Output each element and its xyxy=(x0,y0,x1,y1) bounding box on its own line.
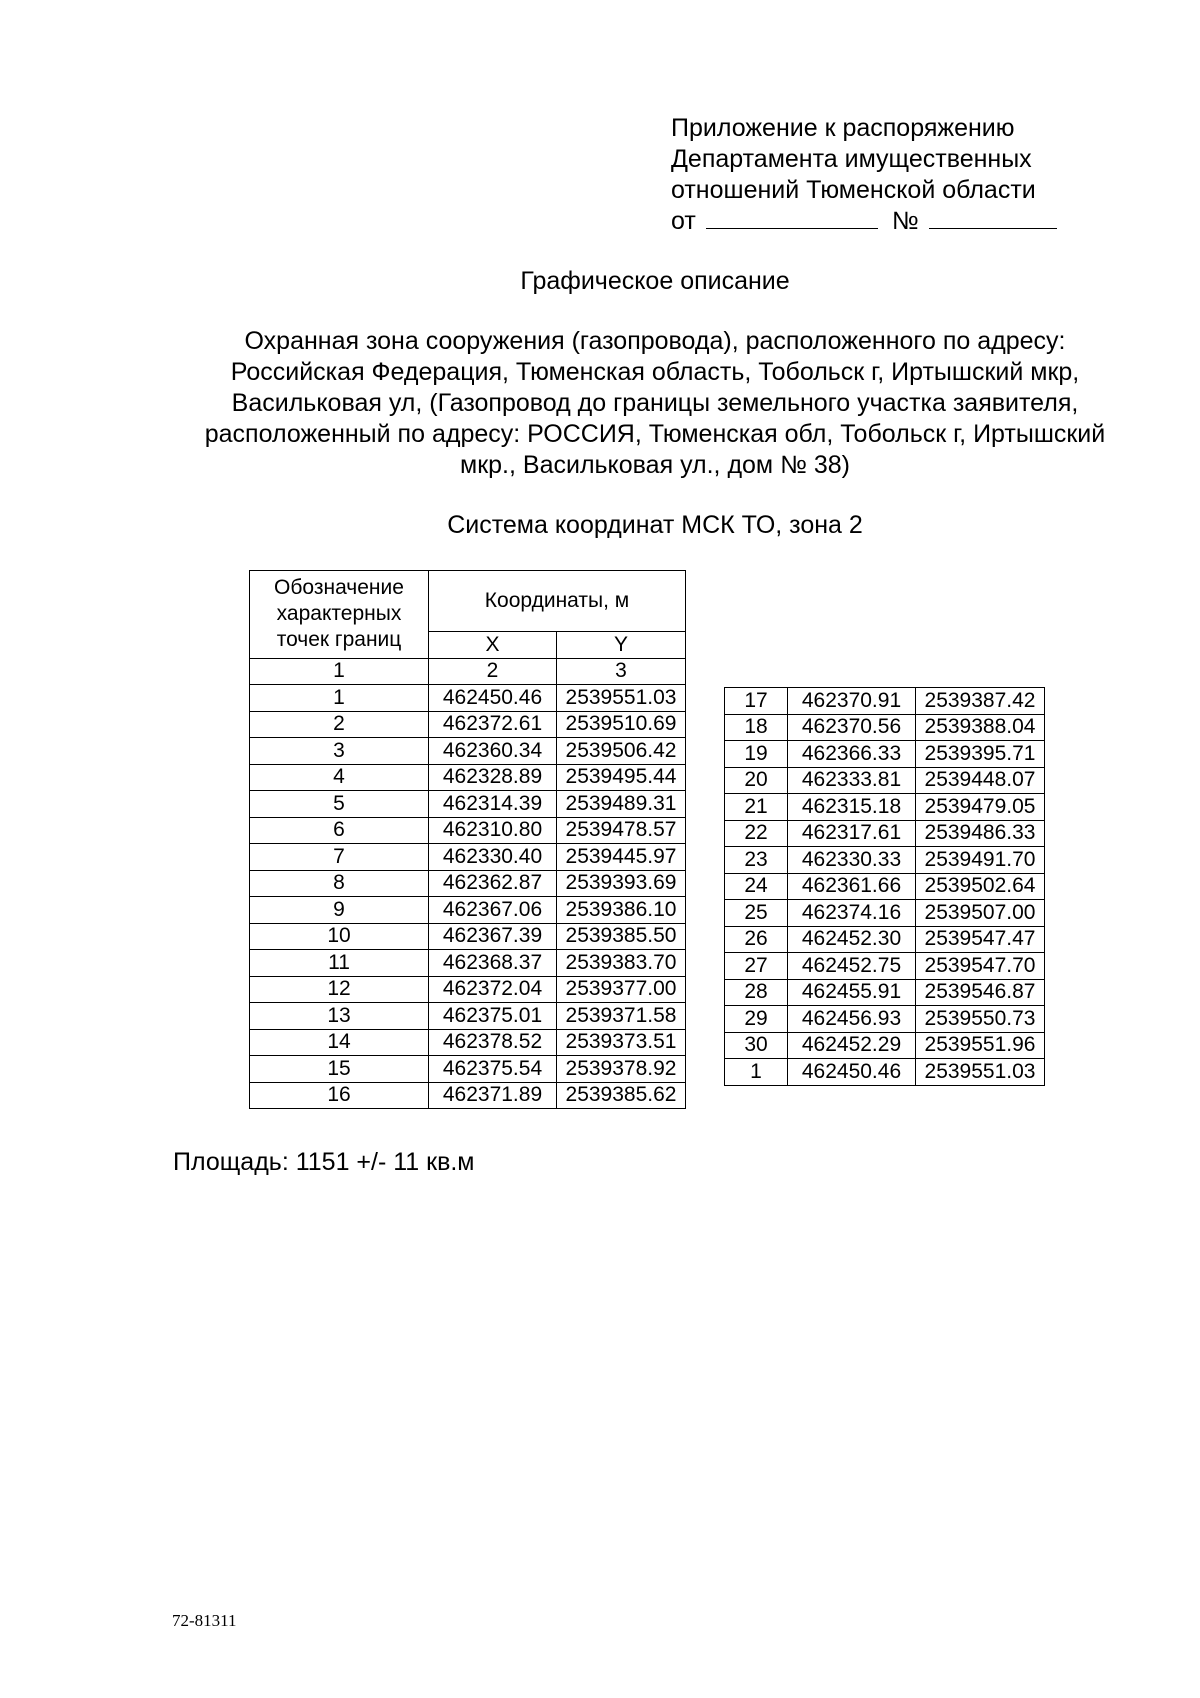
x-coordinate-cell: 462378.52 xyxy=(429,1029,557,1056)
point-number-cell: 2 xyxy=(250,711,429,738)
column-number-2: 2 xyxy=(429,658,557,685)
y-coordinate-cell: 2539393.69 xyxy=(557,870,686,897)
x-coordinate-cell: 462450.46 xyxy=(788,1059,916,1086)
x-coordinate-cell: 462374.16 xyxy=(788,900,916,927)
table-row xyxy=(725,873,1045,900)
table-row xyxy=(250,1082,686,1109)
x-coordinate-cell: 462452.29 xyxy=(788,1032,916,1059)
y-coordinate-cell: 2539386.10 xyxy=(557,897,686,924)
header-y: Y xyxy=(557,632,686,659)
column-number-1: 1 xyxy=(250,658,429,685)
point-number-cell: 22 xyxy=(725,820,788,847)
x-coordinate-cell: 462317.61 xyxy=(788,820,916,847)
table-row xyxy=(250,950,686,977)
x-coordinate-cell: 462361.66 xyxy=(788,873,916,900)
y-coordinate-cell: 2539546.87 xyxy=(916,979,1045,1006)
y-coordinate-cell: 2539373.51 xyxy=(557,1029,686,1056)
point-number-cell: 1 xyxy=(250,685,429,712)
table-row xyxy=(250,976,686,1003)
description-line-5: мкр., Васильковая ул., дом № 38) xyxy=(460,451,850,479)
column-number-3: 3 xyxy=(557,658,686,685)
x-coordinate-cell: 462371.89 xyxy=(429,1082,557,1109)
x-coordinate-cell: 462372.61 xyxy=(429,711,557,738)
column-number-row xyxy=(250,658,686,685)
y-coordinate-cell: 2539388.04 xyxy=(916,714,1045,741)
y-coordinate-cell: 2539448.07 xyxy=(916,767,1045,794)
point-number-cell: 3 xyxy=(250,738,429,765)
number-blank xyxy=(929,208,1057,229)
table-row xyxy=(250,738,686,765)
x-coordinate-cell: 462450.46 xyxy=(429,685,557,712)
point-number-cell: 24 xyxy=(725,873,788,900)
y-coordinate-cell: 2539506.42 xyxy=(557,738,686,765)
point-number-cell: 30 xyxy=(725,1032,788,1059)
point-number-cell: 12 xyxy=(250,976,429,1003)
point-number-cell: 17 xyxy=(725,688,788,715)
header-point-line-2: характерных xyxy=(276,602,402,626)
table-row xyxy=(250,1003,686,1030)
x-coordinate-cell: 462367.39 xyxy=(429,923,557,950)
point-number-cell: 25 xyxy=(725,900,788,927)
point-number-cell: 20 xyxy=(725,767,788,794)
x-coordinate-cell: 462333.81 xyxy=(788,767,916,794)
table-row xyxy=(250,844,686,871)
table-row xyxy=(725,794,1045,821)
x-coordinate-cell: 462367.06 xyxy=(429,897,557,924)
y-coordinate-cell: 2539385.50 xyxy=(557,923,686,950)
y-coordinate-cell: 2539445.97 xyxy=(557,844,686,871)
document-number: 72-81311 xyxy=(172,1611,237,1630)
appendix-line-3: отношений Тюменской области xyxy=(671,176,1036,204)
x-coordinate-cell: 462330.40 xyxy=(429,844,557,871)
point-number-cell: 8 xyxy=(250,870,429,897)
y-coordinate-cell: 2539395.71 xyxy=(916,741,1045,768)
table-row xyxy=(250,1056,686,1083)
point-number-cell: 1 xyxy=(725,1059,788,1086)
x-coordinate-cell: 462452.75 xyxy=(788,953,916,980)
description-line-2: Российская Федерация, Тюменская область, Тобольск г, Иртышский мкр, xyxy=(230,358,1080,386)
point-number-cell: 11 xyxy=(250,950,429,977)
point-number-cell: 28 xyxy=(725,979,788,1006)
point-number-cell: 7 xyxy=(250,844,429,871)
point-number-cell: 29 xyxy=(725,1006,788,1033)
coordinates-table-left xyxy=(249,570,686,1109)
table-row xyxy=(250,870,686,897)
point-number-cell: 18 xyxy=(725,714,788,741)
point-number-cell: 27 xyxy=(725,953,788,980)
y-coordinate-cell: 2539551.96 xyxy=(916,1032,1045,1059)
x-coordinate-cell: 462455.91 xyxy=(788,979,916,1006)
point-number-cell: 13 xyxy=(250,1003,429,1030)
date-prefix: от xyxy=(671,207,696,235)
y-coordinate-cell: 2539387.42 xyxy=(916,688,1045,715)
x-coordinate-cell: 462310.80 xyxy=(429,817,557,844)
x-coordinate-cell: 462362.87 xyxy=(429,870,557,897)
coordinates-table-right xyxy=(724,687,1045,1086)
x-coordinate-cell: 462456.93 xyxy=(788,1006,916,1033)
header-x: X xyxy=(429,632,557,659)
table-row xyxy=(725,979,1045,1006)
point-number-cell: 6 xyxy=(250,817,429,844)
appendix-header xyxy=(671,113,1131,237)
description-line-4: расположенный по адресу: РОССИЯ, Тюменская обл, Тобольск г, Иртышский xyxy=(204,420,1106,448)
table-row xyxy=(725,714,1045,741)
point-number-cell: 14 xyxy=(250,1029,429,1056)
header-coordinates: Координаты, м xyxy=(429,571,686,632)
y-coordinate-cell: 2539486.33 xyxy=(916,820,1045,847)
point-number-cell: 26 xyxy=(725,926,788,953)
appendix-line-2: Департамента имущественных xyxy=(671,145,1032,173)
date-blank xyxy=(706,208,878,229)
table-row xyxy=(725,1059,1045,1086)
x-coordinate-cell: 462372.04 xyxy=(429,976,557,1003)
point-number-cell: 16 xyxy=(250,1082,429,1109)
area-text: Площадь: 1151 +/- 11 кв.м xyxy=(173,1148,475,1176)
appendix-date-number-line xyxy=(671,206,1131,237)
y-coordinate-cell: 2539385.62 xyxy=(557,1082,686,1109)
x-coordinate-cell: 462360.34 xyxy=(429,738,557,765)
appendix-line-1: Приложение к распоряжению xyxy=(671,114,1015,142)
y-coordinate-cell: 2539377.00 xyxy=(557,976,686,1003)
y-coordinate-cell: 2539495.44 xyxy=(557,764,686,791)
table-row xyxy=(725,688,1045,715)
x-coordinate-cell: 462370.56 xyxy=(788,714,916,741)
table-row xyxy=(250,791,686,818)
table-row xyxy=(250,923,686,950)
table-row xyxy=(250,711,686,738)
table-row xyxy=(725,953,1045,980)
y-coordinate-cell: 2539550.73 xyxy=(916,1006,1045,1033)
point-number-cell: 5 xyxy=(250,791,429,818)
x-coordinate-cell: 462375.01 xyxy=(429,1003,557,1030)
table-row xyxy=(250,817,686,844)
point-number-cell: 4 xyxy=(250,764,429,791)
x-coordinate-cell: 462452.30 xyxy=(788,926,916,953)
header-point-line-3: точек границ xyxy=(276,628,402,652)
y-coordinate-cell: 2539547.47 xyxy=(916,926,1045,953)
y-coordinate-cell: 2539378.92 xyxy=(557,1056,686,1083)
x-coordinate-cell: 462330.33 xyxy=(788,847,916,874)
y-coordinate-cell: 2539371.58 xyxy=(557,1003,686,1030)
table-row xyxy=(725,926,1045,953)
header-point-designation xyxy=(250,571,429,659)
x-coordinate-cell: 462368.37 xyxy=(429,950,557,977)
table-row xyxy=(725,820,1045,847)
point-number-cell: 9 xyxy=(250,897,429,924)
point-number-cell: 21 xyxy=(725,794,788,821)
point-number-cell: 10 xyxy=(250,923,429,950)
point-number-cell: 19 xyxy=(725,741,788,768)
table-row xyxy=(725,1006,1045,1033)
header-point-line-1: Обозначение xyxy=(274,576,404,600)
zone-description xyxy=(150,326,1160,481)
coordinate-system: Система координат МСК ТО, зона 2 xyxy=(447,511,863,539)
table-row xyxy=(725,767,1045,794)
x-coordinate-cell: 462375.54 xyxy=(429,1056,557,1083)
x-coordinate-cell: 462370.91 xyxy=(788,688,916,715)
y-coordinate-cell: 2539479.05 xyxy=(916,794,1045,821)
description-line-3: Васильковая ул, (Газопровод до границы земельного участка заявителя, xyxy=(231,389,1079,417)
x-coordinate-cell: 462314.39 xyxy=(429,791,557,818)
y-coordinate-cell: 2539491.70 xyxy=(916,847,1045,874)
table-row xyxy=(725,1032,1045,1059)
y-coordinate-cell: 2539502.64 xyxy=(916,873,1045,900)
table-row xyxy=(725,900,1045,927)
table-row xyxy=(250,764,686,791)
table-row xyxy=(250,685,686,712)
table-row xyxy=(250,1029,686,1056)
table-header-row xyxy=(250,571,686,632)
point-number-cell: 23 xyxy=(725,847,788,874)
table-row xyxy=(250,897,686,924)
y-coordinate-cell: 2539383.70 xyxy=(557,950,686,977)
y-coordinate-cell: 2539510.69 xyxy=(557,711,686,738)
y-coordinate-cell: 2539489.31 xyxy=(557,791,686,818)
y-coordinate-cell: 2539507.00 xyxy=(916,900,1045,927)
x-coordinate-cell: 462315.18 xyxy=(788,794,916,821)
description-line-1: Охранная зона сооружения (газопровода), расположенного по адресу: xyxy=(244,327,1066,355)
y-coordinate-cell: 2539551.03 xyxy=(557,685,686,712)
point-number-cell: 15 xyxy=(250,1056,429,1083)
y-coordinate-cell: 2539551.03 xyxy=(916,1059,1045,1086)
x-coordinate-cell: 462328.89 xyxy=(429,764,557,791)
y-coordinate-cell: 2539478.57 xyxy=(557,817,686,844)
y-coordinate-cell: 2539547.70 xyxy=(916,953,1045,980)
number-sign: № xyxy=(891,207,919,235)
table-row xyxy=(725,847,1045,874)
table-row xyxy=(725,741,1045,768)
document-title: Графическое описание xyxy=(520,267,790,295)
x-coordinate-cell: 462366.33 xyxy=(788,741,916,768)
